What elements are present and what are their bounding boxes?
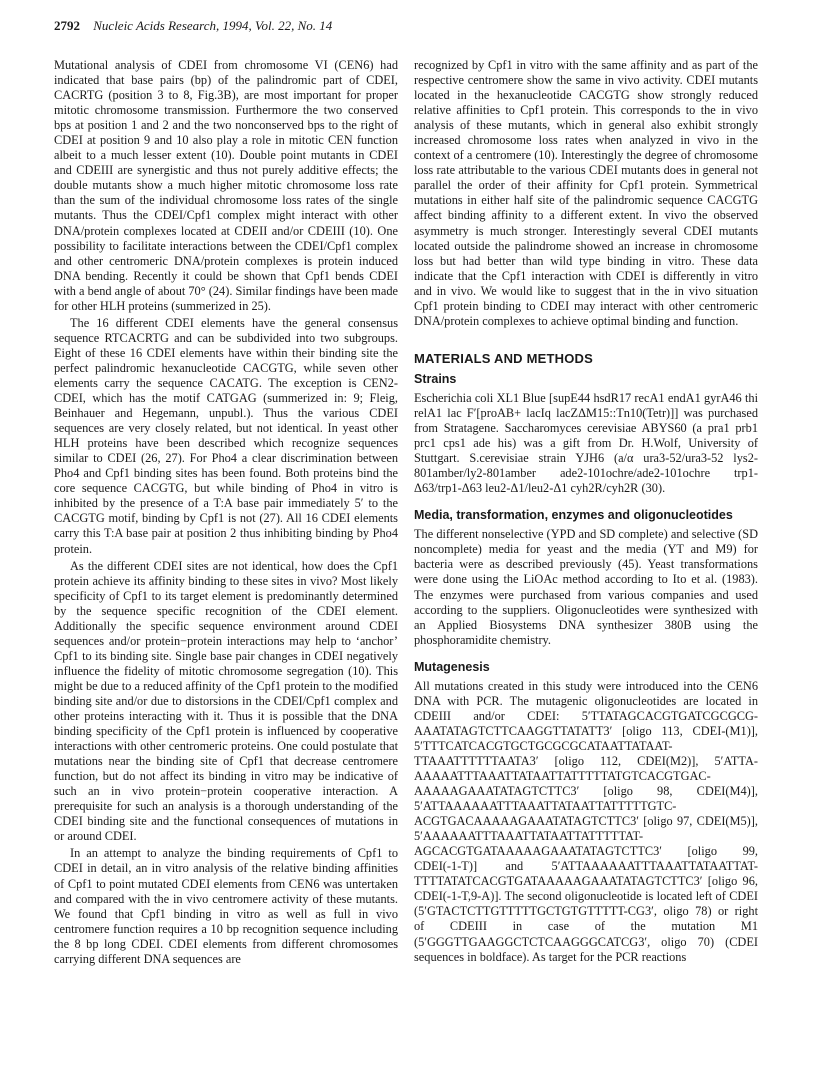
journal-citation: Nucleic Acids Research, 1994, Vol. 22, No. 14 xyxy=(93,18,333,33)
left-column xyxy=(54,58,398,969)
subsection-heading: Strains xyxy=(414,371,457,386)
paragraph: In an attempt to analyze the binding requirements of Cpf1 to CDEI in detail, an in vitro analysis of the relative binding affinities of Cpf1 to point mutated CDEI elements from CEN6 was untertaken and compared with the in vivo centromere activity of these mutants. We found that Cpf1 binding in vitro as well as full in vivo centromere function requires a 10 bp recognition sequence including the 8 bp long CDEI. CDEI elements from different chromosomes carrying different DNA sequences are xyxy=(54,846,398,966)
paragraph: As the different CDEI sites are not identical, how does the Cpf1 protein achieve its affinity binding to these sites in vivo? Most likely specificity of Cpf1 to its target element is predominantly determined by the sequence specific recognition of the CDEI element. Additionally the specific sequence environment around CDEI sequences and/or protein−protein interactions may help to ‘anchor’ Cpf1 to its binding site. Single base pair changes in CDEI negatively influence the fidelity of mitotic chromosome segregation (10). This might be due to a reduced affinity of the Cpf1 protein to the modified binding site and/or due to distorsions in the CDEI/Cpf1 complex and other proteins interacting with it. Thus it is possible that the DNA binding specificity of the Cpf1 protein is influenced by cooperative interactions with other centromeric proteins. One could postulate that mutations near the binding site of Cpf1 that decrease centromere function, but do not affect its binding in vitro may be indicative of such an in vivo protein−protein cooperative interaction. A prerequisite for such an analysis is a thorough understanding of the CDEI binding site and the functional consequences of mutations in or around CDEI. xyxy=(54,558,398,844)
running-header xyxy=(54,18,332,34)
subsection-heading: Mutagenesis xyxy=(414,659,490,674)
paragraph: All mutations created in this study were introduced into the CEN6 DNA with PCR. The mutagenic oligonucleotides are located in CDEIII and/or CDEI: 5′TTATAGCACGTGATCGCGCG-AAATATAGTCTTCAAGGTTATATT3′ [oligo 113, CDEI-(M1)], 5′TTTCATCACGTGCTGCGCGCATAATTATAAT-TTAAATTTTTTAATA3′ [oligo 112, CDEI(M2)], 5′ATTA-AAAAATTTAAATTATAATTATTTTTATGTCACGTGAC-AAAAAGAAATATAGTCTTC3′ [oligo 98, CDEI(M4)], 5′ATTAAAAAATTTAAATTATAATTATTTTTGTC-ACGTGACAAAAAGAAATATAGTCTTC3′ [oligo 97, CDEI(M5)], 5′AAAAAATTTAAATTATAATTATTTTTAT-AGCACGTGATAAAAAGAAATATAGTCTTC3′ [oligo 99, CDEI(-1-T)] and 5′ATTAAAAAATTTAAATTATAATTAT-TTTTATATCACGTGATAAAAAGAAATATAGTCTTC3′ [oligo 96, CDEI(-1-T,9-A)]. The second oligonucleotide is located left of CDEI (5′GTACTCTTGTTTTTGCTGTGTTTTT-CG3′, oligo 78) or right of CDEIII in case of the mutation M1 (5′GGGTTGAAGGCTCTCAAGGGCATCG3′, oligo 70) (CDEI sequences in boldface). As target for the PCR reactions xyxy=(414,678,758,964)
subsection-heading: Media, transformation, enzymes and oligonucleotides xyxy=(414,508,733,523)
section-heading: MATERIALS AND METHODS xyxy=(414,350,593,366)
paragraph: The different nonselective (YPD and SD complete) and selective (SD noncomplete) media for yeast and the media (YT and M9) for bacteria were as described previously (45). Yeast transformations were done using the LiOAc method according to Ito et al. (1983). The enzymes were purchased from various companies and used according to the suppliers. Oligonucleotides were synthesized with an Applied Biosystems DNA synthesizer 380B using the phosphoramidite chemistry. xyxy=(414,527,758,647)
paragraph: recognized by Cpf1 in vitro with the same affinity and as part of the respective centromere show the same in vivo activity. CDEI mutants located in the hexanucleotide CACGTG show strongly reduced relative affinities to Cpf1 protein. This corresponds to the in vivo analysis of these mutants, which in general also exhibit strongly increased chromosome loss rates when analyzed in vivo in the context of a centromere (10). Interestingly the degree of chromosome loss rate attributable to the various CDEI mutants does in general not parallel the order of their affinity for Cpf1 protein. Symmetrical mutations in either half site of the palindromic sequence CACGTG affect binding affinity to a different extent. In vivo the observed asymmetry is much stronger. Interestingly several CDEI mutants located outside the palindrome showed an increase in chromosome loss but had better than wild type binding in vitro. These data indicate that the Cpf1 interaction with CDEI is differently in vitro and in vivo. We would like to suggest that in the in vivo situation Cpf1 protein binding to CDEI may interact with other centromeric DNA/protein complexes to achieve optimal binding and function. xyxy=(414,58,758,328)
paragraph: Mutational analysis of CDEI from chromosome VI (CEN6) had indicated that base pairs (bp) of the palindromic part of CDEI, CACRTG (position 3 to 8, Fig.3B), are most important for proper mitotic chromosome transmission. Furthermore the two conserved bps at position 1 and 2 and the two nonconserved bps to the right of CDEI at position 9 and 10 also play a role in mitotic CEN function albeit to a much lesser extent (10). Double point mutants in CDEI and CDEIII are synergistic and thus not purely additive effects; the double mutants show a much higher mitotic chromosome loss rate than the sum of the individual chromosome loss rates of the single mutants. Thus the CDEI/Cpf1 complex might interact with other DNA/protein complexes located at CDEII and/or CDEIII (10). One possibility to facilitate interactions between the CDEI/Cpf1 complex and other centromeric DNA/protein complexes is protein induced DNA bending. Recently it could be shown that Cpf1 bends CDEI with a bend angle of about 70° (24). Similar findings have been made for other HLH proteins (summerized in 25). xyxy=(54,58,398,313)
right-column xyxy=(414,58,758,967)
paragraph: The 16 different CDEI elements have the general consensus sequence RTCACRTG and can be subdivided into two subgroups. Eight of these 16 CDEI elements have within their binding site the perfect palindromic hexanucleotide CACGTG, while seven other elements carry the sequence CACATG. The exception is CEN2-CDEI, which has the motif CATGAG (summerized in: 9; Fleig, Beinhauer and Hegemann, unpubl.). Thus the various CDEI sequences are very closely related, but not identical. In yeast other HLH proteins have been described which recognize sequences similar to CDEI (26, 27). For Pho4 a clear discrimination between Pho4 and Cpf1 binding sites has been found. Both proteins bind the core sequence CACGTG, but while binding of Pho4 in vitro is inhibited by the presence of a T:A base pair immediately 5′ to the CACGTG motif, binding by Cpf1 is not (27). All 16 CDEI elements carry this T:A base pair at position 2 thus inhibiting binding by Pho4 protein. xyxy=(54,315,398,556)
page-number: 2792 xyxy=(54,18,80,33)
paragraph: Escherichia coli XL1 Blue [supE44 hsdR17 recA1 endA1 gyrA46 thi relA1 lac F′[proAB+ lacIq lacZΔM15::Tn10(Tetr)]] was purchased from Stratagene. Saccharomyces cerevisiae ABYS60 (a pra1 prb1 prc1 cps1 ade his) was a gift from Dr. H.Wolf, University of Stuttgart. S.cerevisiae strain YJH6 (a/α ura3-52/ura3-52 lys2-801amber/ly2-801amber ade2-101ochre/ade2-101ochre trp1-Δ63/trp1-Δ63 leu2-Δ1/leu2-Δ1 cyh2R/cyh2R (30). xyxy=(414,390,758,496)
